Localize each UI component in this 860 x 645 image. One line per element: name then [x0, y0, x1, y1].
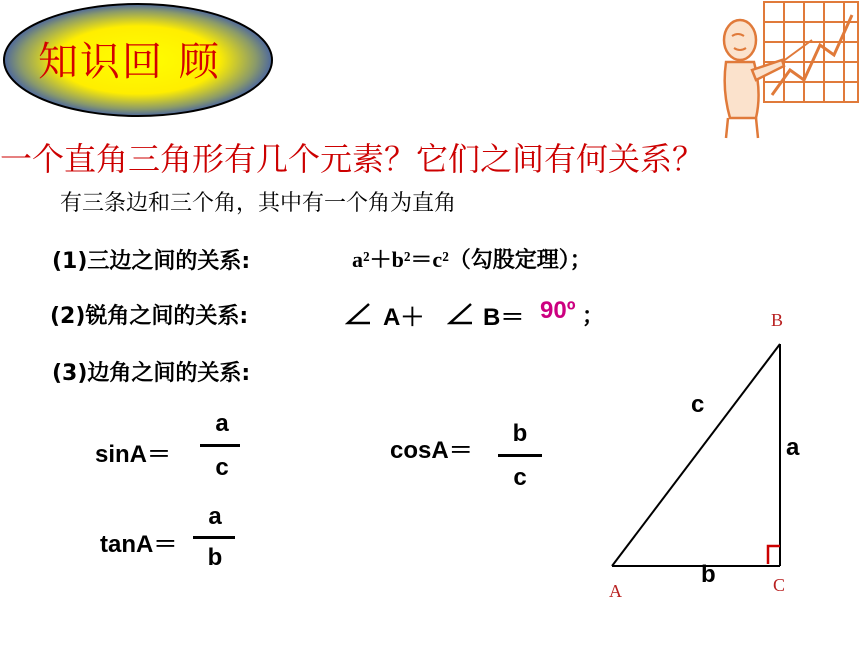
- pythagorean-formula: a²＋b²＝c²（勾股定理）；: [352, 247, 592, 272]
- tan-denominator: b: [207, 544, 223, 571]
- tan-numerator: a: [208, 503, 222, 530]
- side-a-label: a: [786, 434, 800, 461]
- angle-sum-value: 90º: [540, 297, 576, 324]
- vertex-b-label: B: [771, 310, 784, 330]
- answer-text: 有三条边和三个角，其中有一个角为直角: [60, 191, 457, 216]
- right-triangle: [600, 330, 800, 580]
- angle-symbol-icon: [345, 302, 371, 326]
- presenter-with-chart-icon: [712, 0, 860, 140]
- vertex-c-label: C: [773, 575, 786, 595]
- tan-fraction-bar: [193, 536, 235, 539]
- angles-relation-label: (2)锐角之间的关系:: [50, 304, 249, 329]
- hypotenuse-c: [612, 344, 780, 566]
- cos-denominator: c: [513, 464, 527, 491]
- badge-title: 知识回 顾: [38, 39, 221, 85]
- sides-relation-label: (1)三边之间的关系:: [52, 249, 251, 274]
- tan-ratio-name: tanA＝: [100, 531, 178, 558]
- vertex-a-label: A: [609, 581, 622, 601]
- cos-ratio-name: cosA＝: [390, 437, 473, 464]
- right-angle-mark: [768, 546, 780, 564]
- angle-a-term: A＋: [383, 304, 425, 331]
- cos-fraction-bar: [498, 454, 542, 457]
- angle-b-term: B＝: [483, 304, 525, 331]
- question-text: 一个直角三角形有几个元素？它们之间有何关系？: [0, 140, 705, 178]
- sin-denominator: c: [215, 454, 229, 481]
- sin-fraction-bar: [200, 444, 240, 447]
- angle-symbol-icon: [447, 302, 473, 326]
- sin-numerator: a: [215, 410, 229, 437]
- side-c-label: c: [691, 391, 705, 418]
- edge-angle-relation-label: (3)边角之间的关系:: [52, 361, 251, 386]
- angle-sum-tail: ；: [582, 304, 605, 329]
- sin-ratio-name: sinA＝: [95, 441, 172, 468]
- side-b-label: b: [701, 561, 716, 588]
- cos-numerator: b: [512, 420, 528, 447]
